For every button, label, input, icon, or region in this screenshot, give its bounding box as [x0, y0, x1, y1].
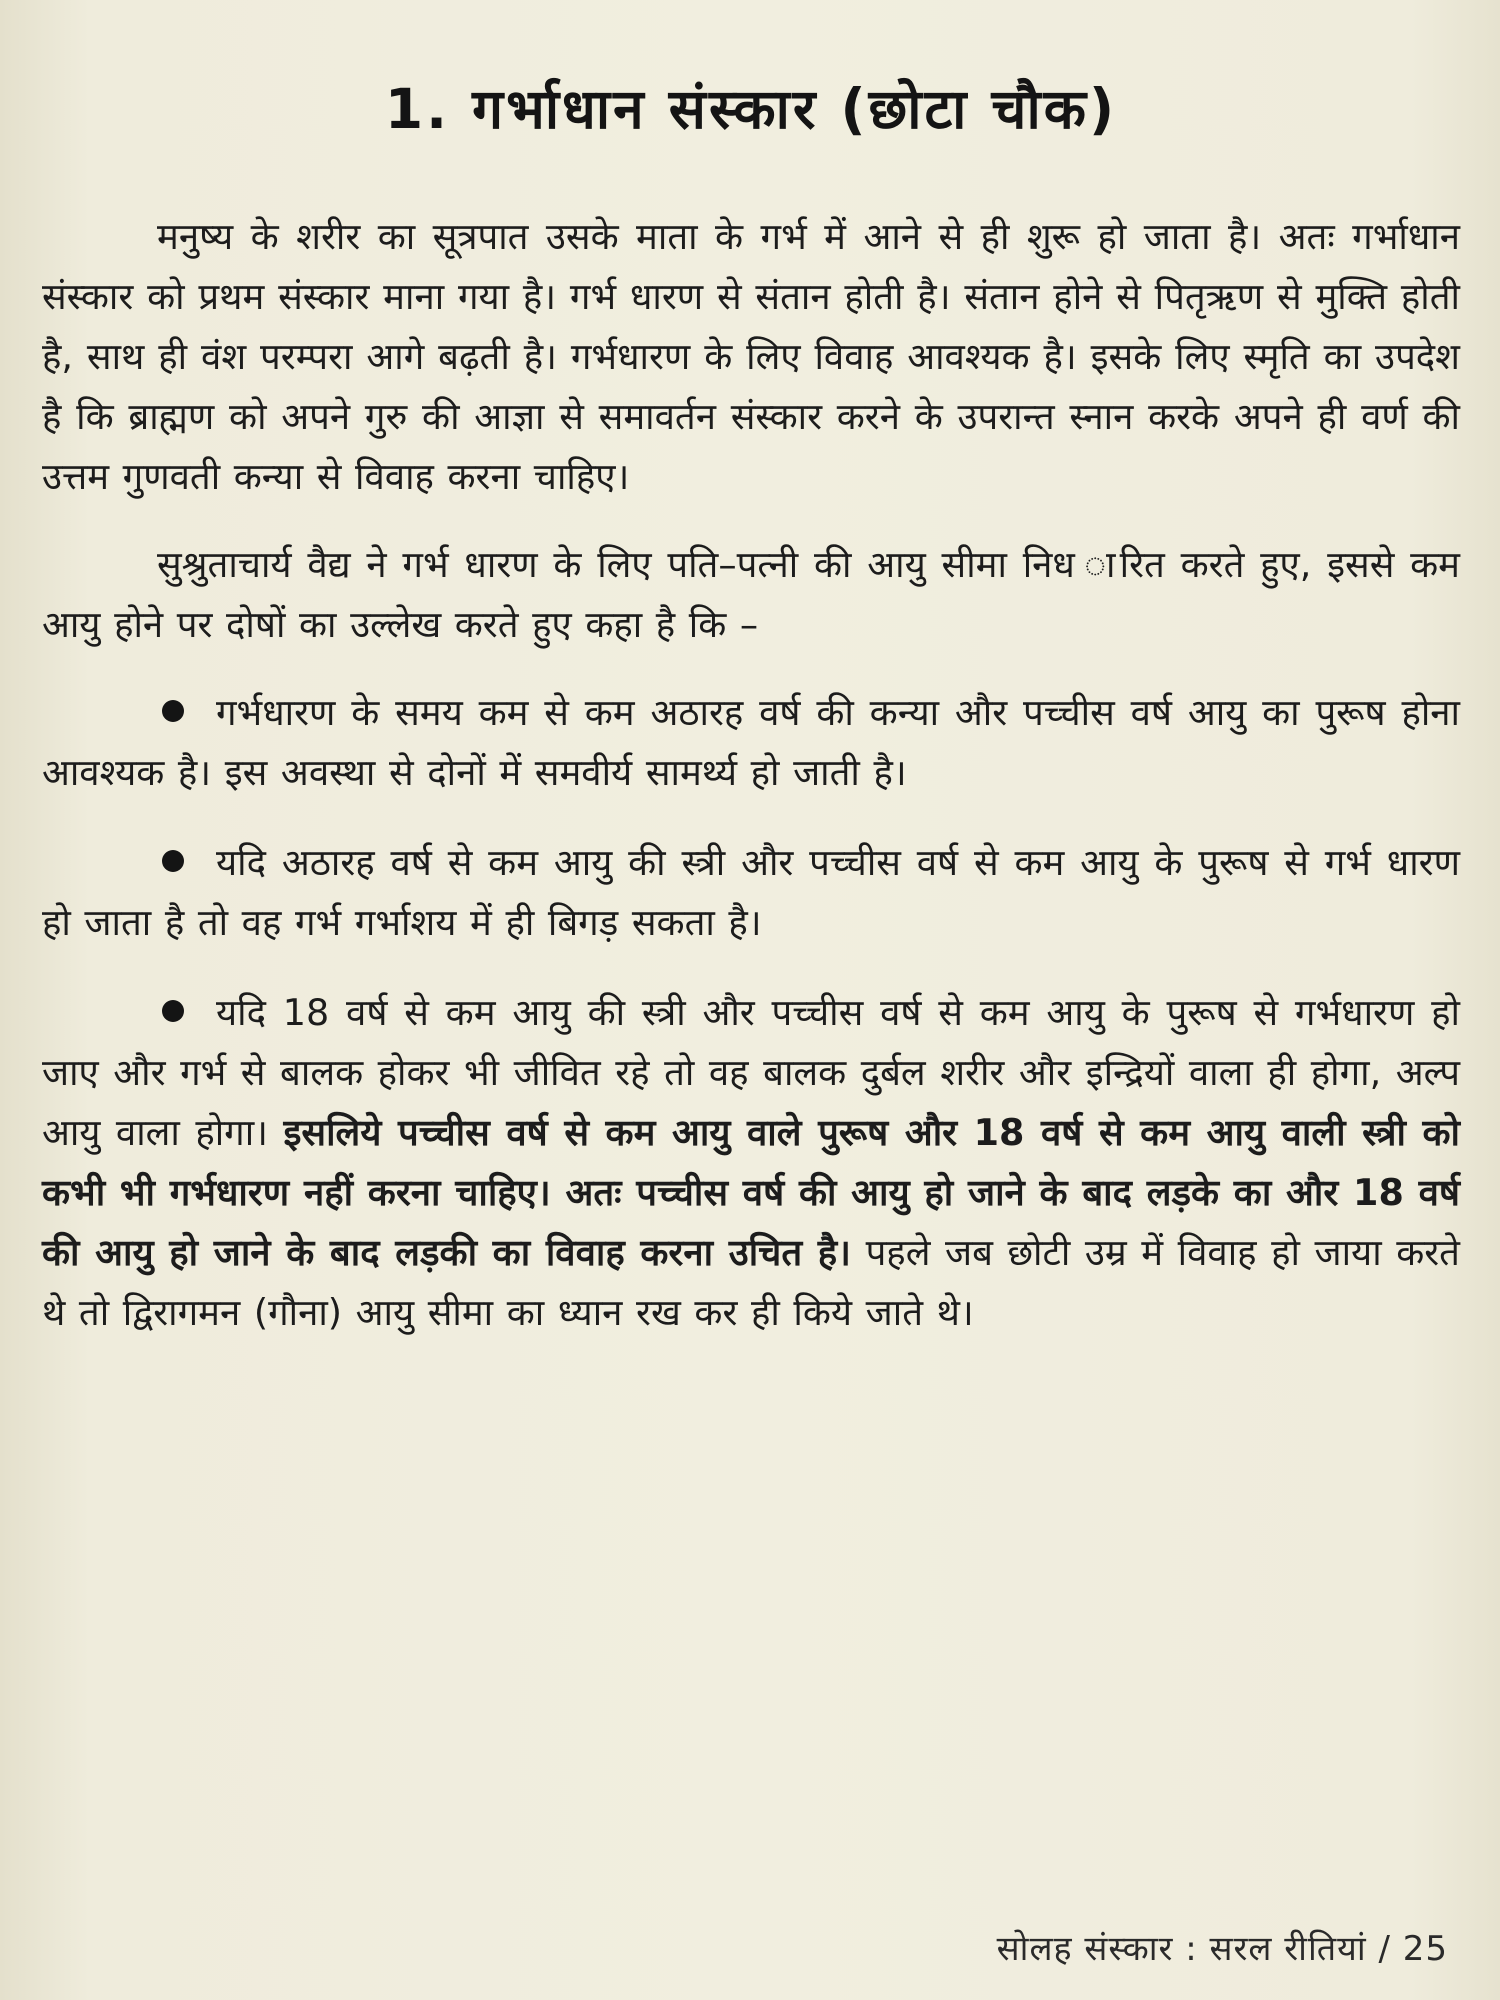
bullet-dot-icon: [162, 850, 184, 872]
page-title: 1. गर्भाधान संस्कार (छोटा चौक): [384, 77, 1118, 141]
bullet-text-3-start: यदि 18 वर्ष से कम आयु की स्त्री और पच्चीस वर्ष से कम आयु के पुरूष से गर्भधारण हो जाए और गर्भ से बालक होकर भी जीवित रहे तो वह बालक दुर्बल शरीर और इन्द्रियों वाला ही होगा, अल्प आयु वाला होगा।: [42, 991, 1460, 1154]
bullet-text-3-end: पहले जब छोटी उम्र में विवाह हो जाया करते थे तो द्विरागमन (गौना) आयु सीमा का ध्यान रख कर ही किये जाते थे।: [42, 1231, 1460, 1334]
bullet-item-1: [42, 683, 1460, 803]
bullet-text-2: यदि अठारह वर्ष से कम आयु की स्त्री और पच्चीस वर्ष से कम आयु के पुरूष से गर्भ धारण हो जाता है तो वह गर्भ गर्भाशय में ही बिगड़ सकता है।: [42, 841, 1460, 944]
bullet-dot-icon: [162, 700, 184, 722]
paragraph-sushruta: सुश्रुताचार्य वैद्य ने गर्भ धारण के लिए पति–पत्नी की आयु सीमा निध ारित करते हुए, इससे कम आयु होने पर दोषों का उल्लेख करते हुए कहा है कि –: [42, 543, 1460, 646]
bullet-dot-icon: [162, 1000, 184, 1022]
bullet-text-3-bold: इसलिये पच्चीस वर्ष से कम आयु वाले पुरूष और 18 वर्ष से कम आयु वाली स्त्री को कभी भी गर्भधारण नहीं करना चाहिए। अतः पच्चीस वर्ष की आयु हो जाने के बाद लड़के का और 18 वर्ष की आयु हो जाने के बाद लड़की का विवाह करना उचित है।: [42, 1111, 1460, 1274]
bullet-item-2: [42, 833, 1460, 953]
page-footer: सोलह संस्कार : सरल रीतियां / 25: [996, 1929, 1448, 1969]
bullet-text-1: गर्भधारण के समय कम से कम अठारह वर्ष की कन्या और पच्चीस वर्ष आयु का पुरूष होना आवश्यक है। इस अवस्था से दोनों में समवीर्य सामर्थ्य हो जाती है।: [42, 691, 1460, 794]
paragraph-intro: मनुष्य के शरीर का सूत्रपात उसके माता के गर्भ में आने से ही शुरू हो जाता है। अतः गर्भाधान संस्कार को प्रथम संस्कार माना गया है। गर्भ धारण से संतान होती है। संतान होने से पितृऋण से मुक्ति होती है, साथ ही वंश परम्परा आगे बढ़ती है। गर्भधारण के लिए विवाह आवश्यक है। इसके लिए स्मृति का उपदेश है कि ब्राह्मण को अपने गुरु की आज्ञा से समावर्तन संस्कार करने के उपरान्त स्नान करके अपने ही वर्ण की उत्तम गुणवती कन्या से विवाह करना चाहिए।: [42, 215, 1460, 498]
bullet-item-3: [42, 983, 1460, 1343]
